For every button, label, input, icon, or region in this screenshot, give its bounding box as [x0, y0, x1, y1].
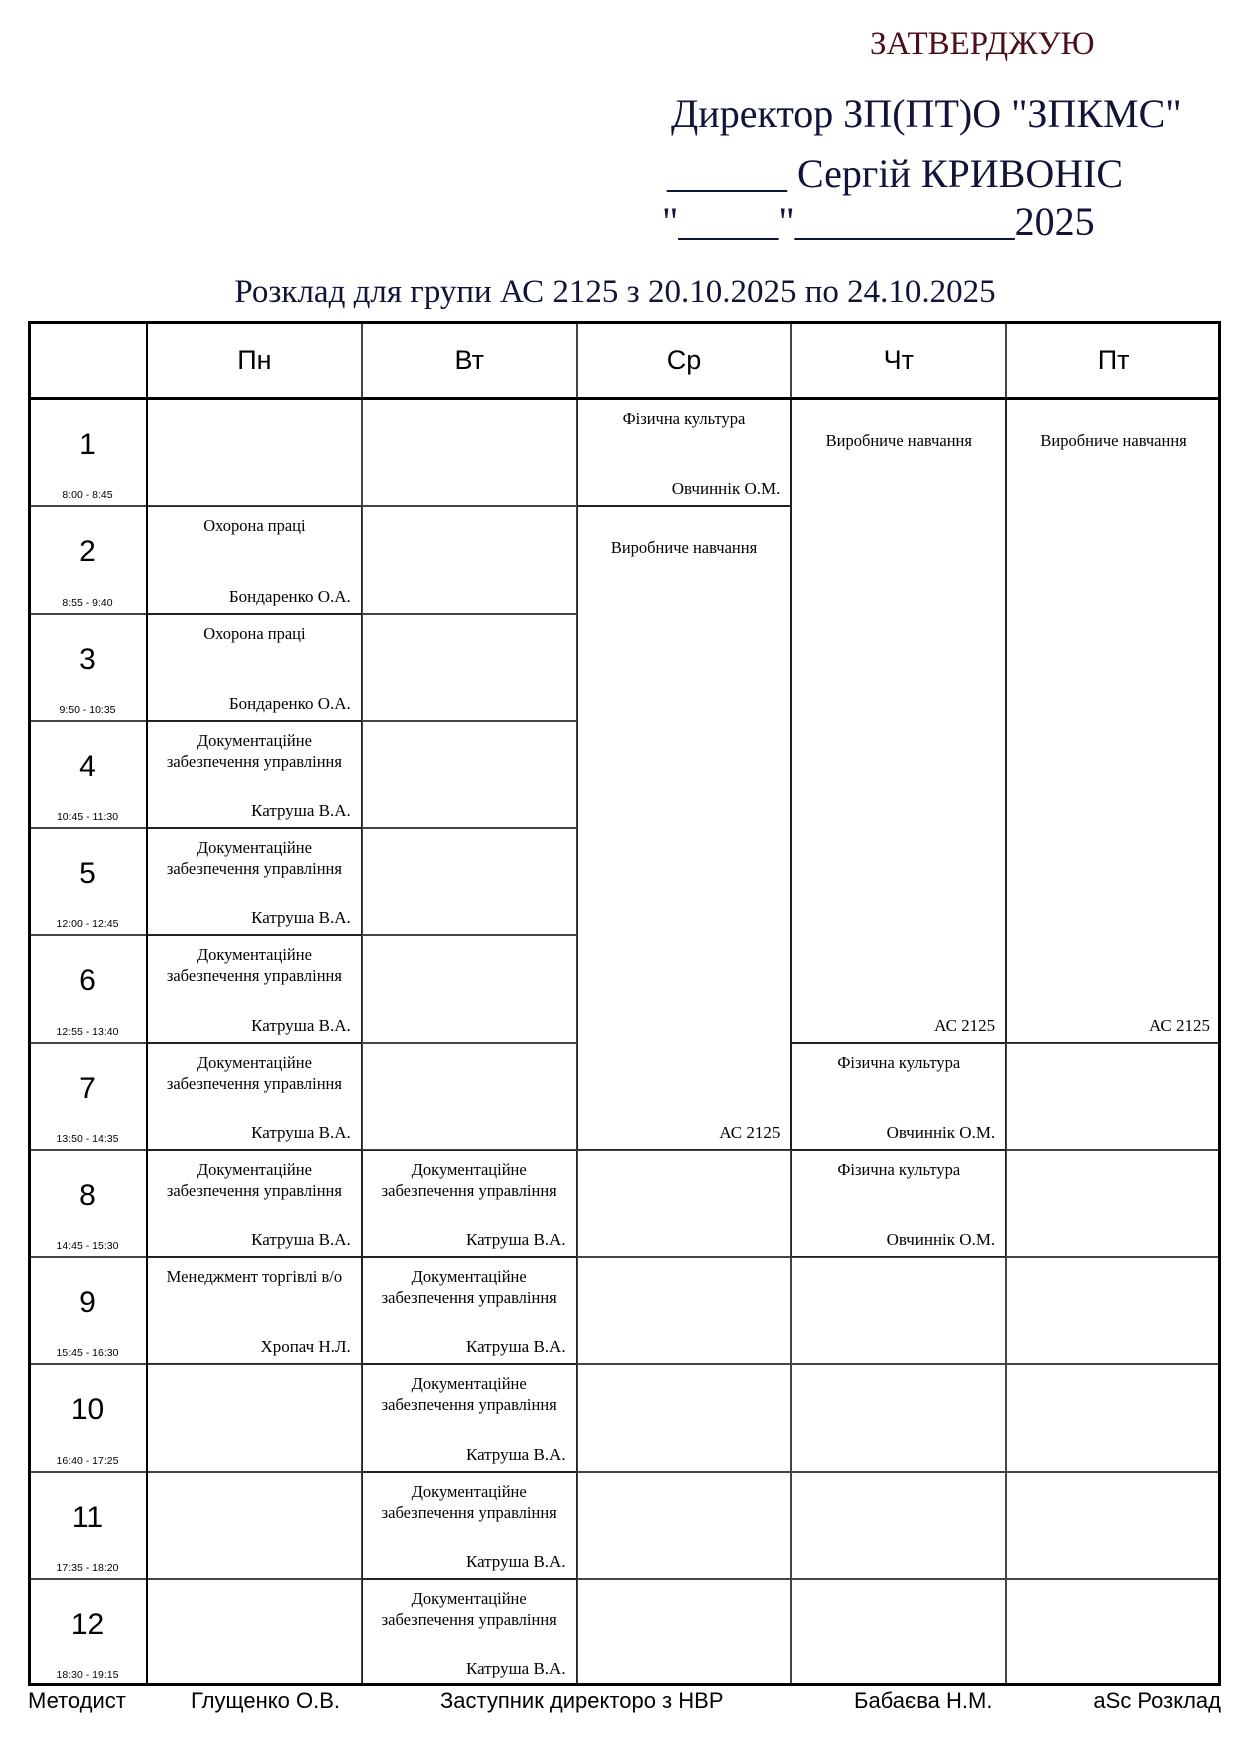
- period-time: 9:50 - 10:35: [59, 703, 116, 716]
- lesson-teacher: Овчиннік О.М.: [886, 1230, 996, 1249]
- lesson-subject: Виробниче навчання: [1040, 431, 1187, 450]
- approval-date-line: "_____"___________2025: [662, 199, 1095, 244]
- lesson-subject: Документаційне забезпечення управління: [381, 1374, 557, 1415]
- empty-slot: [791, 1257, 1006, 1364]
- lesson-subject: Менеджмент торгівлі в/о: [166, 1267, 343, 1286]
- lesson-teacher: Хропач Н.Л.: [260, 1337, 351, 1357]
- period-number: 12: [70, 1607, 105, 1641]
- lesson-subject: Документаційне забезпечення управління: [166, 945, 342, 986]
- lesson-teacher: Катруша В.А.: [465, 1551, 566, 1571]
- period-cell: [28, 506, 147, 613]
- lesson-group: АС 2125: [719, 1122, 781, 1142]
- empty-slot: [147, 1364, 362, 1471]
- period-time: 18:30 - 19:15: [56, 1669, 119, 1681]
- lesson-teacher: Катруша В.А.: [251, 801, 351, 820]
- period-number: 8: [79, 1178, 96, 1212]
- deputy-label: Заступник директоро з НВР: [440, 1688, 724, 1713]
- day-header: Пт: [1006, 321, 1221, 399]
- lesson-cell: [147, 935, 362, 1042]
- period-cell: [28, 1579, 147, 1686]
- header-divider: [28, 397, 1221, 400]
- page-title: Розклад для групи АС 2125 з 20.10.2025 по 24.10.2025: [234, 274, 996, 310]
- lesson-cell: [147, 506, 362, 613]
- lesson-teacher: Овчиннік О.М.: [671, 479, 781, 499]
- empty-slot: [1006, 1150, 1221, 1257]
- lesson-teacher: Бондаренко О.А.: [228, 693, 351, 713]
- lesson-teacher: Катруша В.А.: [465, 1337, 566, 1357]
- empty-slot: [577, 1150, 792, 1257]
- lesson-cell: [577, 506, 792, 1150]
- lesson-subject: Документаційне забезпечення управління: [381, 1159, 557, 1200]
- lesson-subject: Документаційне забезпечення управління: [381, 1481, 557, 1522]
- lesson-subject: Документаційне забезпечення управління: [166, 1052, 342, 1093]
- empty-slot: [147, 1579, 362, 1686]
- empty-slot: [362, 828, 577, 935]
- period-time: 10:45 - 11:30: [56, 811, 119, 823]
- lesson-group: АС 2125: [934, 1015, 996, 1035]
- lesson-teacher: Катруша В.А.: [251, 908, 351, 928]
- empty-slot: [147, 399, 362, 506]
- lesson-subject: Охорона праці: [203, 623, 306, 643]
- empty-slot: [1006, 1579, 1221, 1686]
- empty-slot: [791, 1364, 1006, 1471]
- lesson-subject: Фізична культура: [837, 1159, 961, 1179]
- empty-slot: [577, 1257, 792, 1364]
- lesson-subject: Документаційне забезпечення управління: [381, 1267, 557, 1307]
- empty-slot: [362, 1043, 577, 1150]
- period-time: 17:35 - 18:20: [56, 1561, 119, 1574]
- period-time: 12:00 - 12:45: [56, 918, 119, 931]
- methodist-name: Глущенко О.В.: [191, 1688, 340, 1713]
- day-header: Чт: [791, 321, 1006, 399]
- lesson-teacher: Овчиннік О.М.: [886, 1122, 996, 1142]
- director-signature-line: ______ Сергій КРИВОНІС: [667, 151, 1124, 196]
- period-cell: [28, 828, 147, 935]
- lesson-group: АС 2125: [1148, 1015, 1210, 1035]
- period-number: 5: [79, 857, 96, 890]
- lesson-subject: Документаційне забезпечення управління: [381, 1588, 557, 1629]
- lesson-teacher: Катруша В.А.: [465, 1444, 566, 1464]
- period-number: 7: [79, 1071, 96, 1105]
- lesson-cell: [362, 1150, 577, 1257]
- empty-slot: [1006, 1472, 1221, 1579]
- empty-slot: [362, 721, 577, 828]
- lesson-cell: [1006, 399, 1221, 1043]
- period-number: 9: [79, 1286, 96, 1319]
- empty-slot: [791, 1579, 1006, 1686]
- empty-slot: [147, 1472, 362, 1579]
- period-number: 6: [79, 964, 96, 998]
- lesson-subject: Виробниче навчання: [610, 538, 758, 558]
- lesson-teacher: Катруша В.А.: [251, 1015, 351, 1035]
- period-number: 3: [79, 642, 96, 676]
- lesson-subject: Охорона праці: [203, 516, 306, 536]
- lesson-subject: Документаційне забезпечення управління: [166, 838, 342, 878]
- empty-slot: [362, 399, 577, 506]
- period-cell: [28, 1472, 147, 1579]
- deputy-name: Бабаєва Н.М.: [854, 1688, 993, 1713]
- methodist-label: Методист: [28, 1688, 126, 1713]
- empty-slot: [577, 1472, 792, 1579]
- lesson-subject: Виробниче навчання: [825, 431, 972, 450]
- period-time: 8:55 - 9:40: [62, 596, 113, 609]
- empty-slot: [577, 1364, 792, 1471]
- empty-slot: [362, 935, 577, 1042]
- empty-slot: [577, 1579, 792, 1686]
- approval-stamp: ЗАТВЕРДЖУЮ: [870, 26, 1095, 62]
- lesson-teacher: Бондаренко О.А.: [228, 586, 351, 606]
- empty-slot: [362, 614, 577, 721]
- software-credit: aSc Розклад: [1093, 1688, 1221, 1713]
- period-time: 14:45 - 15:30: [56, 1240, 119, 1252]
- lesson-teacher: Катруша В.А.: [251, 1230, 351, 1249]
- lesson-subject: Документаційне забезпечення управління: [166, 730, 342, 771]
- lesson-teacher: Катруша В.А.: [465, 1230, 566, 1249]
- lesson-cell: [791, 399, 1006, 1043]
- period-number: 4: [79, 749, 96, 783]
- lesson-cell: [577, 399, 792, 506]
- period-number: 1: [79, 428, 96, 461]
- period-cell: [28, 1364, 147, 1471]
- period-cell: [28, 1043, 147, 1150]
- empty-slot: [1006, 1364, 1221, 1471]
- schedule-table: [28, 321, 1221, 1686]
- lesson-cell: [147, 721, 362, 828]
- lesson-subject: Документаційне забезпечення управління: [166, 1159, 342, 1200]
- period-number: 11: [71, 1500, 104, 1534]
- lesson-cell: [362, 1472, 577, 1579]
- lesson-cell: [147, 1150, 362, 1257]
- empty-slot: [1006, 1043, 1221, 1150]
- period-time: 15:45 - 16:30: [56, 1347, 119, 1360]
- lesson-cell: [147, 614, 362, 721]
- empty-slot: [791, 1472, 1006, 1579]
- empty-slot: [362, 506, 577, 613]
- day-header: Вт: [362, 321, 577, 399]
- corner-cell: [28, 321, 147, 399]
- period-number: 2: [79, 535, 96, 569]
- period-cell: [28, 614, 147, 721]
- lesson-cell: [147, 828, 362, 935]
- day-header: Пн: [147, 321, 362, 399]
- period-cell: [28, 399, 147, 506]
- lesson-cell: [791, 1043, 1006, 1150]
- period-time: 8:00 - 8:45: [62, 489, 113, 502]
- period-cell: [28, 935, 147, 1042]
- period-time: 12:55 - 13:40: [56, 1025, 119, 1038]
- day-header: Ср: [577, 321, 792, 399]
- period-number: 10: [70, 1393, 105, 1427]
- lesson-cell: [362, 1579, 577, 1686]
- director-title: Директор ЗП(ПТ)О "ЗПКМС": [671, 91, 1182, 136]
- lesson-subject: Фізична культура: [837, 1052, 961, 1072]
- footer: [28, 1688, 1221, 1718]
- lesson-teacher: Катруша В.А.: [251, 1122, 351, 1142]
- period-cell: [28, 721, 147, 828]
- lesson-subject: Фізична культура: [622, 409, 746, 428]
- lesson-cell: [147, 1257, 362, 1364]
- lesson-cell: [147, 1043, 362, 1150]
- period-column-divider: [146, 321, 148, 1686]
- lesson-teacher: Катруша В.А.: [465, 1659, 566, 1678]
- empty-slot: [1006, 1257, 1221, 1364]
- period-time: 16:40 - 17:25: [56, 1454, 119, 1467]
- period-cell: [28, 1257, 147, 1364]
- lesson-cell: [362, 1257, 577, 1364]
- lesson-cell: [362, 1364, 577, 1471]
- period-cell: [28, 1150, 147, 1257]
- lesson-cell: [791, 1150, 1006, 1257]
- period-time: 13:50 - 14:35: [56, 1132, 119, 1145]
